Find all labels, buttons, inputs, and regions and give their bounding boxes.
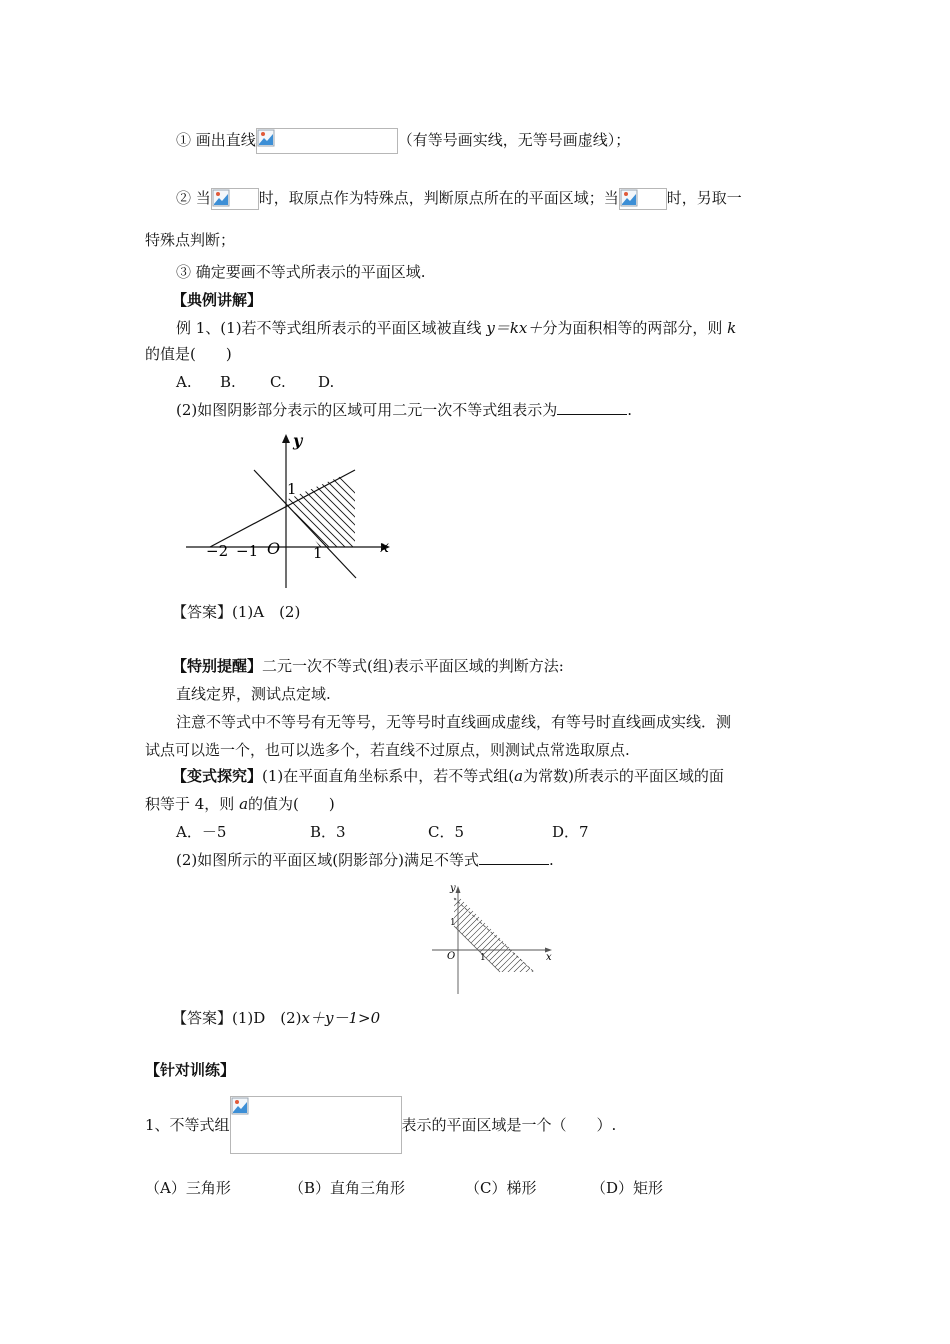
broken-image-placeholder bbox=[256, 128, 398, 154]
answer-1: 【答案】(1)A (2) bbox=[172, 603, 301, 621]
y-axis-arrow bbox=[456, 886, 461, 893]
broken-image-placeholder bbox=[230, 1096, 402, 1154]
graph-variant-2 bbox=[426, 878, 556, 996]
tick-label-neg1: −1 bbox=[236, 542, 259, 560]
tips-line-2: 直线定界，测试点定域. bbox=[176, 685, 331, 703]
step-2: ② 当 时，取原点作为特殊点，判断原点所在的平面区域；当 时，另取一 bbox=[176, 188, 742, 210]
tips-heading: 【特别提醒】二元一次不等式(组)表示平面区域的判断方法: bbox=[172, 657, 564, 675]
variant-1-options: A．－5 B．3 C．5 D．7 bbox=[176, 823, 589, 841]
broken-image-icon bbox=[257, 129, 275, 147]
variant-1: 【变式探究】(1)在平面直角坐标系中，若不等式组(a为常数)所表示的平面区域的面 bbox=[172, 767, 724, 785]
tick-label-y1: 1 bbox=[450, 918, 456, 928]
answer-blank bbox=[479, 864, 549, 865]
example-1-part-1: 例 1、(1)若不等式组所表示的平面区域被直线 y＝kx＋分为面积相等的两部分，则 k bbox=[176, 319, 737, 337]
tick-label-y1: 1 bbox=[287, 480, 297, 498]
step-3: ③ 确定要画不等式所表示的平面区域. bbox=[176, 263, 426, 281]
y-axis-label: y bbox=[293, 431, 303, 450]
tick-label-x1: 1 bbox=[313, 544, 323, 562]
tick-label-x1: 1 bbox=[480, 953, 486, 963]
answer-blank bbox=[557, 414, 627, 415]
shaded-region bbox=[446, 888, 556, 974]
step-1: ① 画出直线 （有等号画实线，无等号画虚线）； bbox=[176, 128, 630, 154]
boundary-line-lower bbox=[454, 898, 534, 972]
x-axis-label: x bbox=[546, 952, 552, 963]
tips-line-3: 注意不等式中不等号有无等号，无等号时直线画成虚线，有等号时直线画成实线．测 bbox=[176, 713, 732, 731]
tick-label-neg2: −2 bbox=[206, 542, 229, 560]
variant-1-continued: 积等于 4，则 a的值为( ) bbox=[145, 795, 335, 813]
answer-2: 【答案】(1)D (2)x＋y－1>0 bbox=[172, 1009, 381, 1027]
y-axis-arrow bbox=[282, 434, 290, 443]
origin-label: O bbox=[447, 951, 456, 962]
x-axis-label: x bbox=[380, 537, 390, 556]
broken-image-placeholder bbox=[211, 188, 259, 210]
y-axis-label: y bbox=[450, 883, 456, 894]
variant-2: (2)如图所示的平面区域(阴影部分)满足不等式 . bbox=[176, 851, 554, 869]
training-options: （A）三角形 （B）直角三角形 （C）梯形 （D）矩形 bbox=[145, 1179, 664, 1197]
step-2-continued: 特殊点判断； bbox=[145, 231, 236, 249]
broken-image-icon bbox=[231, 1097, 249, 1115]
examples-heading: 【典例讲解】 bbox=[172, 291, 263, 309]
training-question-1: 1、不等式组 表示的平面区域是一个（ ）. bbox=[145, 1096, 616, 1156]
broken-image-placeholder bbox=[619, 188, 667, 210]
tips-line-4: 试点可以选一个，也可以选多个，若直线不过原点，则测试点常选取原点. bbox=[145, 741, 630, 759]
graph-example-1 bbox=[180, 430, 400, 590]
example-1-part-2: (2)如图阴影部分表示的区域可用二元一次不等式组表示为 . bbox=[176, 401, 633, 419]
example-1-options: A. B. C. D. bbox=[176, 373, 335, 391]
broken-image-icon bbox=[620, 189, 638, 207]
origin-label: O bbox=[267, 539, 281, 558]
training-heading: 【针对训练】 bbox=[145, 1061, 236, 1079]
broken-image-icon bbox=[212, 189, 230, 207]
example-1-continued: 的值是( ) bbox=[145, 345, 232, 363]
